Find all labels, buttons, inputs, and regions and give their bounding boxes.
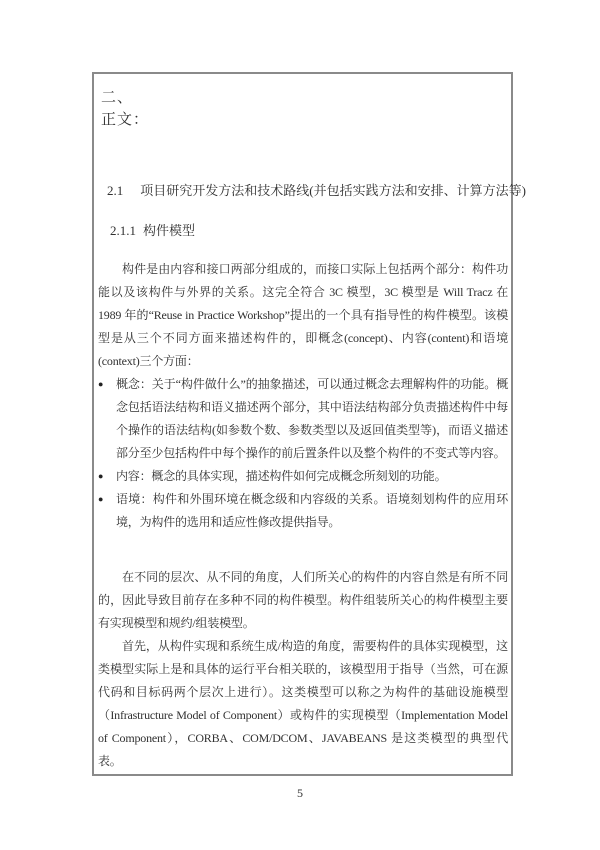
bullet-text-concept: 概念：关于“构件做什么”的抽象描述，可以通过概念去理解构件的功能。概念包括语法结构和语义描述两个部分，其中语法结构部分负责描述构件中每个操作的语法结构(如参数个数、参数类型以及返回值类型等)，而语义描述部分至少包括构件中每个操作的前后置条件以及整个构件的不变式等内容。 — [116, 377, 508, 460]
heading-2-1 — [98, 180, 526, 202]
heading-2-1-1 — [98, 220, 508, 242]
bullet-marker-icon: ● — [98, 494, 104, 504]
bullet-item-context — [98, 488, 508, 534]
bullet-marker-icon: ● — [98, 471, 104, 481]
paragraph-component-intro: 构件是由内容和接口两部分组成的，而接口实际上包括两个部分：构件功能以及该构件与外界的关系。这完全符合 3C 模型，3C 模型是 Will Tracz 在 1989 年的“Reuse in Practice Workshop”提出的一个具有指导性的构件模型。该模型是从三个不同方面来描述构件的，即概念(concept)、内容(content)和语境(context)三个方面： — [98, 262, 508, 368]
section-number: 二、 — [101, 90, 134, 106]
bullet-item-content — [98, 465, 508, 488]
bullet-item-concept — [98, 373, 508, 465]
bullet-text-content: 内容：概念的具体实现，描述构件如何完成概念所刻划的功能。 — [116, 469, 447, 483]
paragraph-model-levels: 在不同的层次、从不同的角度，人们所关心的构件的内容自然是有所不同的，因此导致目前存在多种不同的构件模型。构件组装所关心的构件模型主要有实现模型和规约/组装模型。 — [98, 570, 508, 630]
bullet-marker-icon: ● — [98, 379, 104, 389]
heading-2-1-title: 项目研究开发方法和技术路线(并包括实践方法和安排、计算方法等) — [140, 183, 526, 198]
body-text-label: 正文： — [101, 112, 150, 128]
bullet-text-context: 语境：构件和外围环境在概念级和内容级的关系。语境刻划构件的应用环境，为构件的选用和适应性修改提供指导。 — [116, 492, 508, 529]
heading-2-1-number: 2.1 — [107, 183, 124, 198]
heading-2-1-1-title: 构件模型 — [143, 223, 196, 238]
paragraph-implementation-model: 首先，从构件实现和系统生成/构造的角度，需要构件的具体实现模型，这类模型实际上是和具体的运行平台相关联的，该模型用于指导（当然，可在源代码和目标码两个层次上进行）。这类模型可以称之为构件的基础设施模型（Infrastructure Model of Component）或构件的实现模型（Implementation Model of Component），CORBA、COM/DCOM、JAVABEANS 是这类模型的典型代表。 — [98, 639, 508, 768]
page-number: 5 — [297, 786, 303, 800]
bullet-list — [98, 373, 508, 534]
heading-2-1-1-number: 2.1.1 — [110, 223, 136, 238]
content-border-frame — [92, 72, 526, 776]
